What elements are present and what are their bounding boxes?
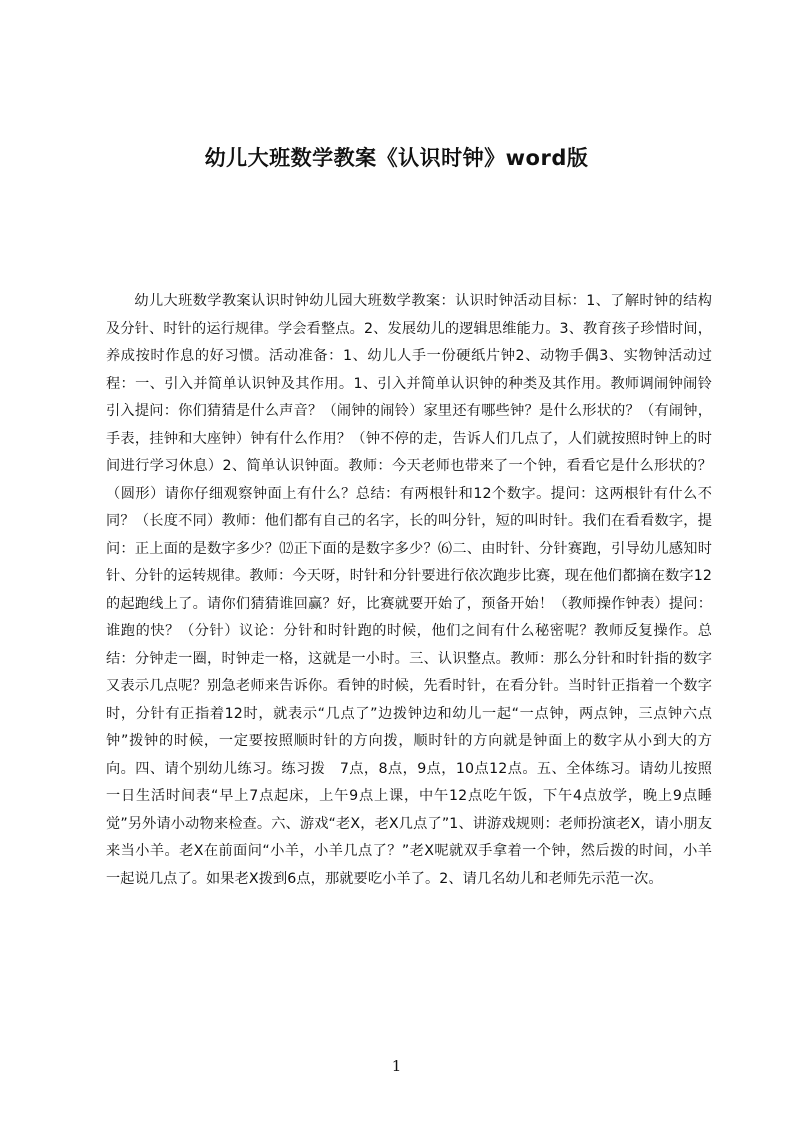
page-number: 1 <box>391 1057 402 1075</box>
body-paragraph: 幼儿大班数学教案认识时钟幼儿园大班数学教案：认识时钟活动目标：1、了解时钟的结构及分针、时针的运行规律。学会看整点。2、发展幼儿的逻辑思维能力。3、教育孩子珍惜时间，养成按时作息的好习惯。活动准备：1、幼儿人手一份硬纸片钟2、动物手偶3、实物钟活动过程：一、引入并简单认识钟及其作用。1、引入并简单认识钟的种类及其作用。教师调闹钟闹铃引入提问：你们猜猜是什么声音？（闹钟的闹铃）家里还有哪些钟？是什么形状的？（有闹钟，手表，挂钟和大座钟）钟有什么作用？（钟不停的走，告诉人们几点了，人们就按照时钟上的时间进行学习休息）2、简单认识钟面。教师：今天老师也带来了一个钟，看看它是什么形状的？（圆形）请你仔细观察钟面上有什么？总结：有两根针和12个数字。提问：这两根针有什么不同？（长度不同）教师：他们都有自己的名字，长的叫分针，短的叫时针。我们在看看数字，提问：正上面的是数字多少？⑿正下面的是数字多少？⑹二、由时针、分针赛跑，引导幼儿感知时针、分针的运转规律。教师：今天呀，时针和分针要进行依次跑步比赛，现在他们都摘在数字12的起跑线上了。请你们猜猜谁回赢？好，比赛就要开始了，预备开始！（教师操作钟表）提问：谁跑的快？（分针）议论：分针和时针跑的时候，他们之间有什么秘密呢？教师反复操作。总结：分钟走一圈，时钟走一格，这就是一小时。三、认识整点。教师：那么分针和时针指的数字又表示几点呢？别急老师来告诉你。看钟的时候，先看时针，在看分针。当时针正指着一个数字时，分针有正指着12时，就表示“几点了”边拨钟边和幼儿一起“一点钟，两点钟，三点钟六点钟”拨钟的时候，一定要按照顺时针的方向拨，顺时针的方向就是钟面上的数字从小到大的方向。四、请个别幼儿练习。练习拨 7点，8点，9点，10点12点。五、全体练习。请幼儿按照一日生活时间表“早上7点起床，上午9点上课，中午12点吃午饭，下午4点放学，晚上9点睡觉”另外请小动物来检查。六、游戏“老X，老X几点了”1、讲游戏规则：老师扮演老X，请小朋友来当小羊。老X在前面问“小羊，小羊几点了？”老X呢就双手拿着一个钟，然后拨的时间，小羊一起说几点了。如果老X拨到6点，那就要吃小羊了。2、请几名幼儿和老师先示范一次。 <box>106 293 712 887</box>
document-title: 幼儿大班数学教案《认识时钟》word版 <box>204 146 589 170</box>
